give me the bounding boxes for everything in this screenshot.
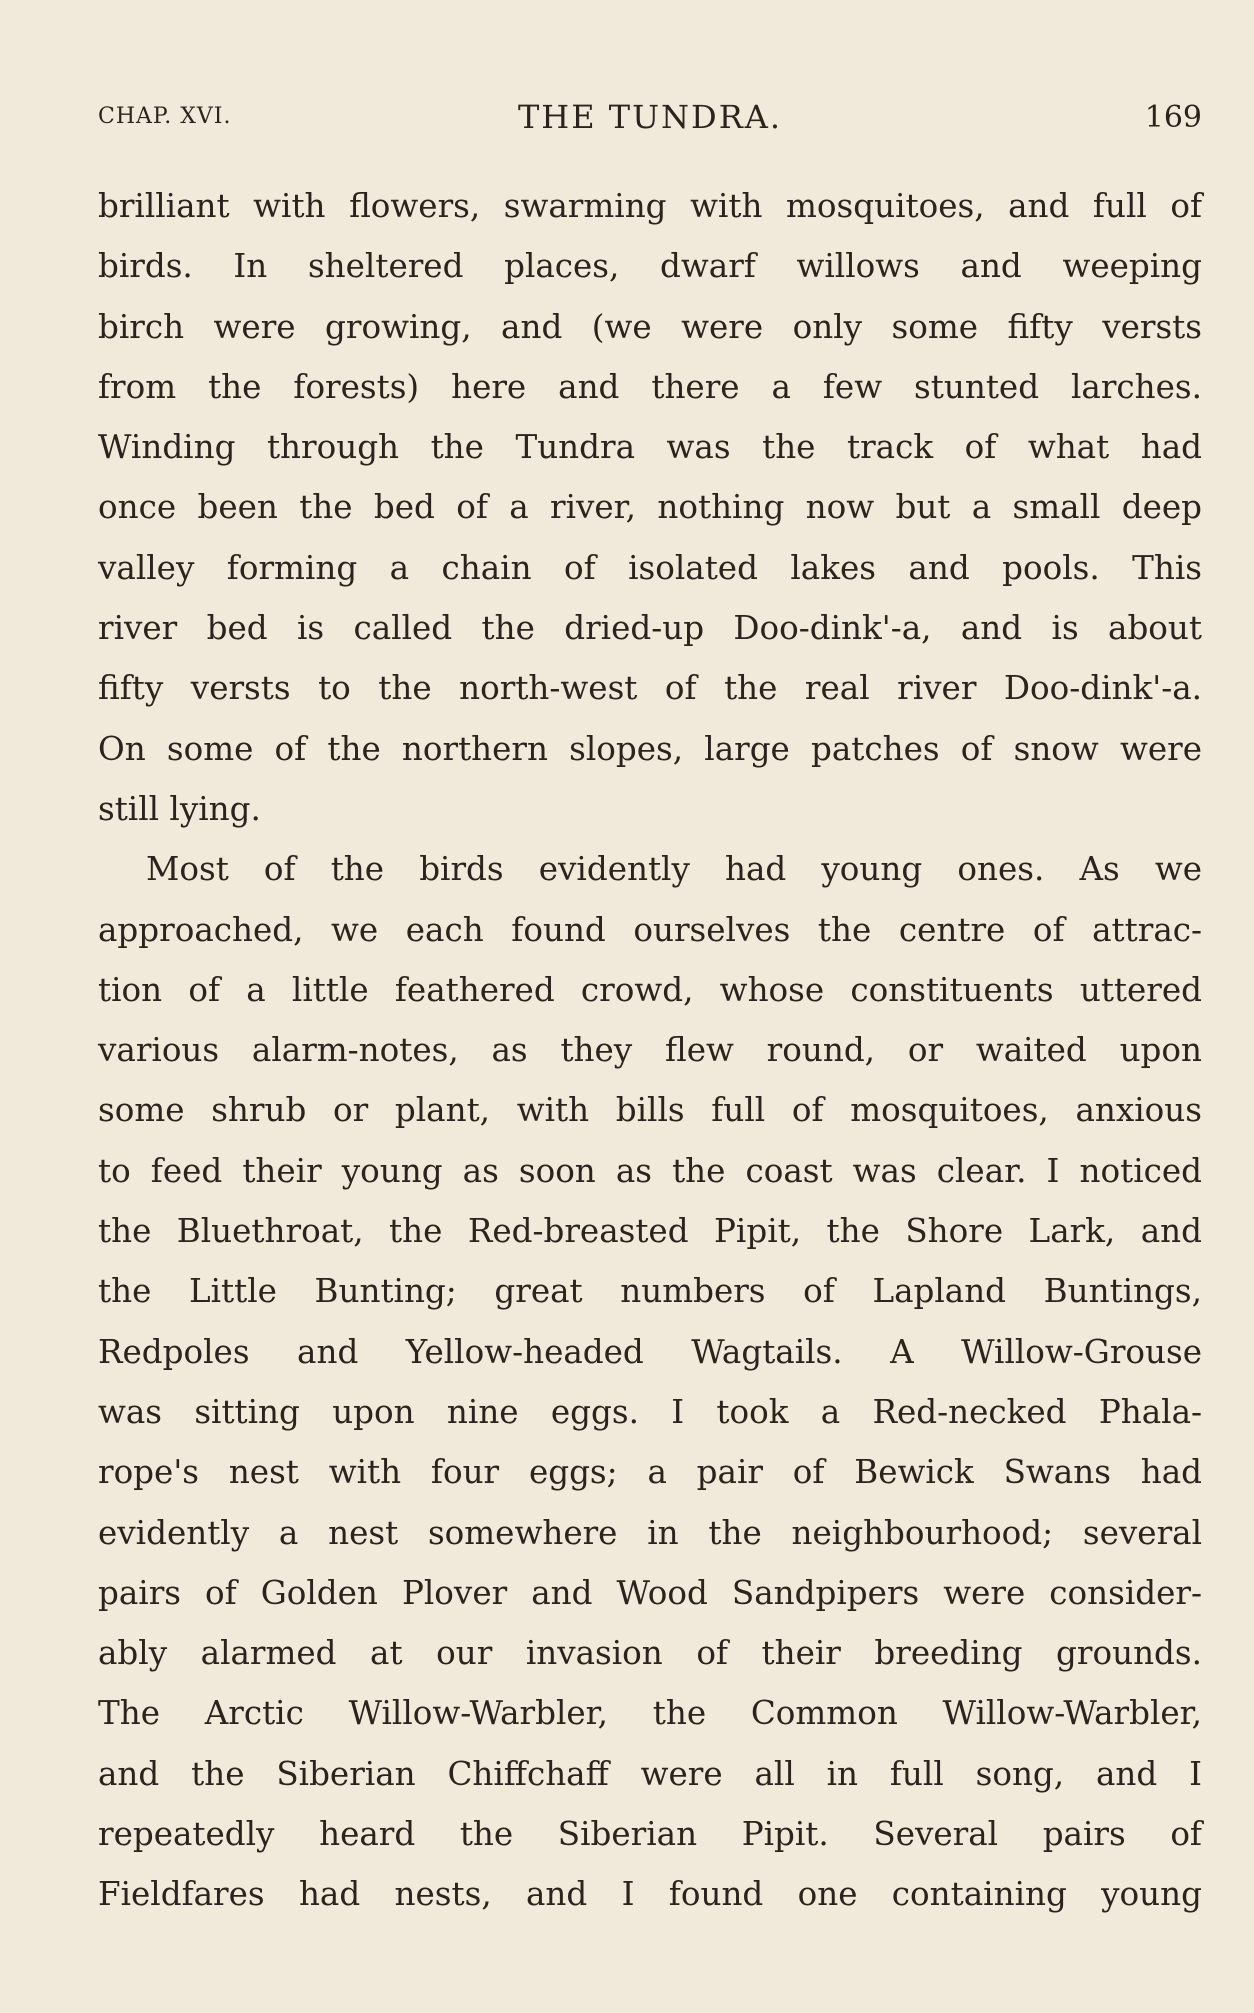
text-line: the Bluethroat, the Red-breasted Pipit, the Shore Lark, and (98, 1212, 1202, 1251)
text-line: and the Siberian Chiffchaff were all in full song, and I (98, 1754, 1202, 1793)
text-line: river bed is called the dried-up Doo-dink'-a, and is about (98, 609, 1202, 648)
text-line: Fieldfares had nests, and I found one containing young (98, 1875, 1202, 1914)
text-line: various alarm-notes, as they flew round, or waited upon (98, 1031, 1202, 1070)
text-line: once been the bed of a river, nothing now but a small deep (98, 488, 1202, 527)
text-line: pairs of Golden Plover and Wood Sandpipers were consider- (98, 1573, 1202, 1612)
text-line: The Arctic Willow-Warbler, the Common Willow-Warbler, (98, 1694, 1202, 1733)
text-line: ably alarmed at our invasion of their breeding grounds. (98, 1634, 1202, 1673)
text-line: birds. In sheltered places, dwarf willows and weeping (98, 247, 1202, 286)
page-number: 169 (1144, 100, 1202, 135)
body-text (98, 176, 1202, 1925)
text-line: rope's nest with four eggs; a pair of Bewick Swans had (98, 1453, 1202, 1492)
text-line: tion of a little feathered crowd, whose constituents uttered (98, 970, 1202, 1009)
text-line: Redpoles and Yellow-headed Wagtails. A Willow-Grouse (98, 1332, 1202, 1371)
text-line: from the forests) here and there a few stunted larches. (98, 367, 1202, 406)
text-line: the Little Bunting; great numbers of Lapland Buntings, (98, 1272, 1202, 1311)
text-line: brilliant with flowers, swarming with mosquitoes, and full of (98, 187, 1202, 225)
text-line: On some of the northern slopes, large patches of snow were (98, 729, 1202, 768)
running-title: THE TUNDRA. (517, 98, 783, 136)
text-line: approached, we each found ourselves the centre of attrac- (98, 910, 1202, 949)
text-line: Winding through the Tundra was the track of what had (98, 428, 1202, 467)
running-header (98, 98, 1202, 138)
text-line: valley forming a chain of isolated lakes and pools. This (98, 548, 1202, 587)
text-line: still lying. (98, 789, 261, 828)
text-line: to feed their young as soon as the coast was clear. I noticed (98, 1151, 1202, 1190)
text-line: some shrub or plant, with bills full of mosquitoes, anxious (98, 1091, 1202, 1130)
text-line: Most of the birds evidently had young ones. As we (146, 850, 1202, 889)
text-line: birch were growing, and (we were only some fifty versts (98, 307, 1202, 346)
text-line: evidently a nest somewhere in the neighbourhood; several (98, 1513, 1202, 1552)
text-line: fifty versts to the north-west of the real river Doo-dink'-a. (98, 669, 1202, 708)
text-line: was sitting upon nine eggs. I took a Red-necked Phala- (98, 1392, 1202, 1431)
chapter-label: CHAP. XVI. (98, 104, 232, 129)
text-line: repeatedly heard the Siberian Pipit. Several pairs of (98, 1815, 1202, 1854)
